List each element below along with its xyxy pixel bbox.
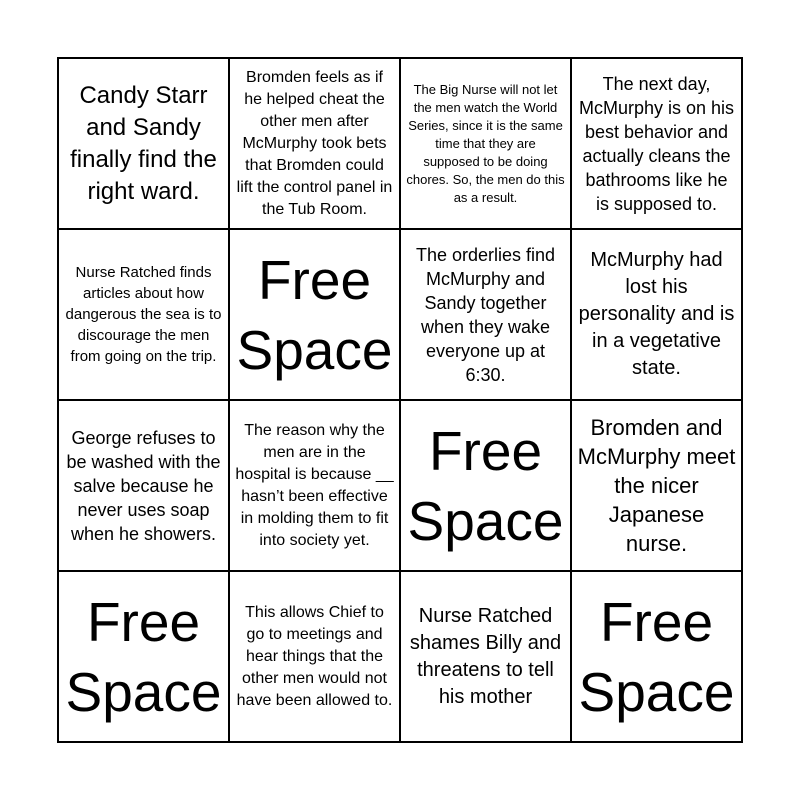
bingo-cell[interactable] xyxy=(571,58,742,229)
cell-text: This allows Chief to go to meetings and hear things that the other men would not have been allowed to. xyxy=(236,603,393,709)
bingo-cell[interactable] xyxy=(58,58,229,229)
cell-text: George refuses to be washed with the salve because he never uses soap when he showers. xyxy=(66,427,221,544)
bingo-cell[interactable] xyxy=(58,400,229,571)
cell-text: Free Space xyxy=(65,590,222,723)
cell-text: McMurphy had lost his personality and is in a vegetative state. xyxy=(578,249,735,379)
cell-text: The next day, McMurphy is on his best behavior and actually cleans the bathrooms like he is supposed to. xyxy=(578,73,735,214)
cell-text: Free Space xyxy=(407,419,564,552)
bingo-cell[interactable] xyxy=(400,229,571,400)
cell-text: Nurse Ratched shames Billy and threatens to tell his mother xyxy=(409,604,562,708)
cell-text: Free Space xyxy=(236,248,393,381)
cell-text: Nurse Ratched finds articles about how dangerous the sea is to discourage the men from going on the trip. xyxy=(65,264,222,365)
cell-text: The orderlies find McMurphy and Sandy together when they wake everyone up at 6:30. xyxy=(415,244,556,385)
free-space-cell[interactable] xyxy=(400,400,571,571)
free-space-cell[interactable] xyxy=(229,229,400,400)
cell-text: Candy Starr and Sandy finally find the right ward. xyxy=(70,81,217,205)
cell-text: The Big Nurse will not let the men watch the World Series, since it is the same time that they are supposed to be doing chores. So, the men do this as a result. xyxy=(406,81,565,205)
free-space-cell[interactable] xyxy=(58,571,229,742)
free-space-cell[interactable] xyxy=(571,571,742,742)
cell-text: Free Space xyxy=(578,590,735,723)
bingo-cell[interactable] xyxy=(571,229,742,400)
bingo-cell[interactable] xyxy=(400,571,571,742)
bingo-cell[interactable] xyxy=(571,400,742,571)
cell-text: Bromden and McMurphy meet the nicer Japanese nurse. xyxy=(577,415,736,556)
bingo-cell[interactable] xyxy=(58,229,229,400)
bingo-cell[interactable] xyxy=(229,571,400,742)
bingo-cell[interactable] xyxy=(229,58,400,229)
cell-text: Bromden feels as if he helped cheat the other men after McMurphy took bets that Bromden could lift the control panel in the Tub Room. xyxy=(236,68,393,218)
bingo-cell[interactable] xyxy=(229,400,400,571)
cell-text: The reason why the men are in the hospital is because __ hasn’t been effective in molding them to fit into society yet. xyxy=(235,421,394,549)
bingo-board xyxy=(57,57,743,743)
bingo-cell[interactable] xyxy=(400,58,571,229)
